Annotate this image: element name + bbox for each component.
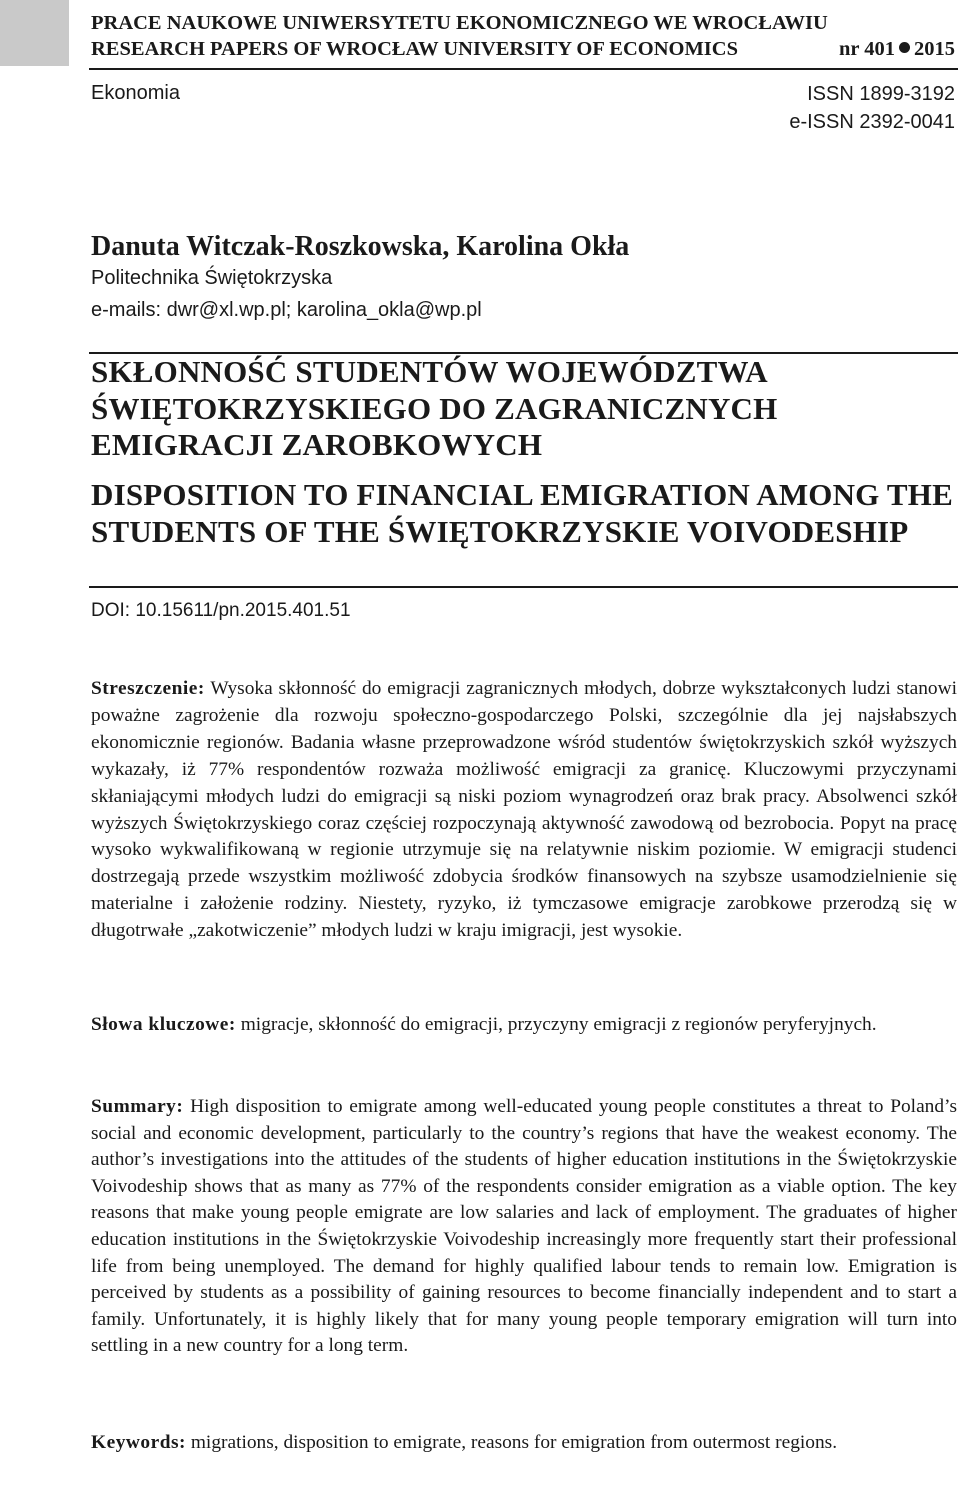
corner-marker (0, 0, 69, 66)
abstract-polish-label: Streszczenie: (91, 678, 205, 699)
journal-name-pl: PRACE NAUKOWE UNIWERSYTETU EKONOMICZNEGO WE WROCŁAWIU (91, 12, 828, 34)
keywords-polish-label: Słowa kluczowe: (91, 1014, 236, 1035)
author-emails: e-mails: dwr@xl.wp.pl; karolina_okla@wp.pl (91, 299, 482, 321)
title-english: DISPOSITION TO FINANCIAL EMIGRATION AMONG THE STUDENTS OF THE ŚWIĘTOKRZYSKIE VOIVODESHIP (91, 477, 953, 549)
issue-year: 2015 (914, 38, 955, 60)
abstract-polish-text: Wysoka skłonność do emigracji zagranicznych młodych, dobrze wykształconych ludzi stanowi poważne zagrożenie dla rozwoju społeczno-gospodarczego Polski, szczególnie dla jej najsłabszych ekonomicznie regionów. Badania własne przeprowadzone wśród studentów świętokrzyskich szkół wyższych wykazały, iż 77% respondentów rozważa możliwość emigracji za granicę. Kluczowymi przyczynami skłaniającymi młodych ludzi do emigracji są niski poziom wynagrodzeń oraz brak pracy. Absolwenci szkół wyższych Świętokrzyskiego coraz częściej rozpoczynają aktywność zawodową od bezrobocia. Popyt na pracę wysoko wykwalifikowaną w regionie utrzymuje się na relatywnie niskim poziomie. W emigracji studenci dostrzegają przede wszystkim możliwość zdobycia środków finansowych na szybsze usamodzielnienie się materialne i założenie rodziny. Niestety, ryzyko, iż tymczasowe emigracje zarobkowe przerodzą się w długotrwałe „zakotwiczenie” młodych ludzi w kraju imigracji, jest wysokie. (91, 678, 957, 942)
journal-name-en: RESEARCH PAPERS OF WROCŁAW UNIVERSITY OF ECONOMICS (91, 38, 738, 60)
issn-block (789, 80, 955, 136)
keywords-english (91, 1430, 957, 1457)
abstract-english (91, 1094, 957, 1360)
authors: Danuta Witczak-Roszkowska, Karolina Okła (91, 231, 630, 262)
abstract-english-label: Summary: (91, 1096, 184, 1117)
affiliation: Politechnika Świętokrzyska (91, 267, 333, 289)
bullet-icon (899, 42, 910, 53)
abstract-polish (91, 676, 957, 945)
keywords-english-text: migrations, disposition to emigrate, reasons for emigration from outermost regions. (190, 1432, 838, 1453)
doi: DOI: 10.15611/pn.2015.401.51 (91, 600, 351, 621)
title-rule-bottom (89, 586, 958, 588)
abstract-english-text: High disposition to emigrate among well-educated young people constitutes a threat to Poland’s social and economic development, particularly to the country’s regions that have the weakest economy. The author’s investigations into the attitudes of the students of higher education institutions in the Świętokrzyskie Voivodeship shows that as many as 77% of the respondents consider emigration as a viable option. The key reasons that make young people emigrate are low salaries and lack of employment. The graduates of higher education institutions in the Świętokrzyskie Voivodeship increasingly more frequently start their professional life from being unemployed. The demand for highly qualified labour tends to remain low. Emigration is perceived by students as a possibility of gaining resources to become financially independent and to start a family. Unfortunately, it is highly likely that for many young people temporary emigration will turn into settling in a new country for a long term. (91, 1096, 957, 1357)
title-polish: SKŁONNOŚĆ STUDENTÓW WOJEWÓDZTWA ŚWIĘTOKRZYSKIEGO DO ZAGRANICZNYCH EMIGRACJI ZAROBKOWYCH (91, 354, 778, 462)
keywords-polish (91, 1012, 957, 1039)
journal-header (91, 10, 957, 62)
eissn: e-ISSN 2392-0041 (789, 111, 955, 133)
header-rule (89, 68, 958, 70)
keywords-polish-text: migracje, skłonność do emigracji, przyczyny emigracji z regionów peryferyjnych. (240, 1014, 877, 1035)
issue-number: nr 401 (838, 38, 895, 60)
issn: ISSN 1899-3192 (807, 83, 955, 105)
issue-info (839, 36, 955, 62)
section-name: Ekonomia (91, 82, 180, 104)
journal-name-en-row (91, 36, 957, 62)
keywords-english-label: Keywords: (91, 1432, 186, 1453)
